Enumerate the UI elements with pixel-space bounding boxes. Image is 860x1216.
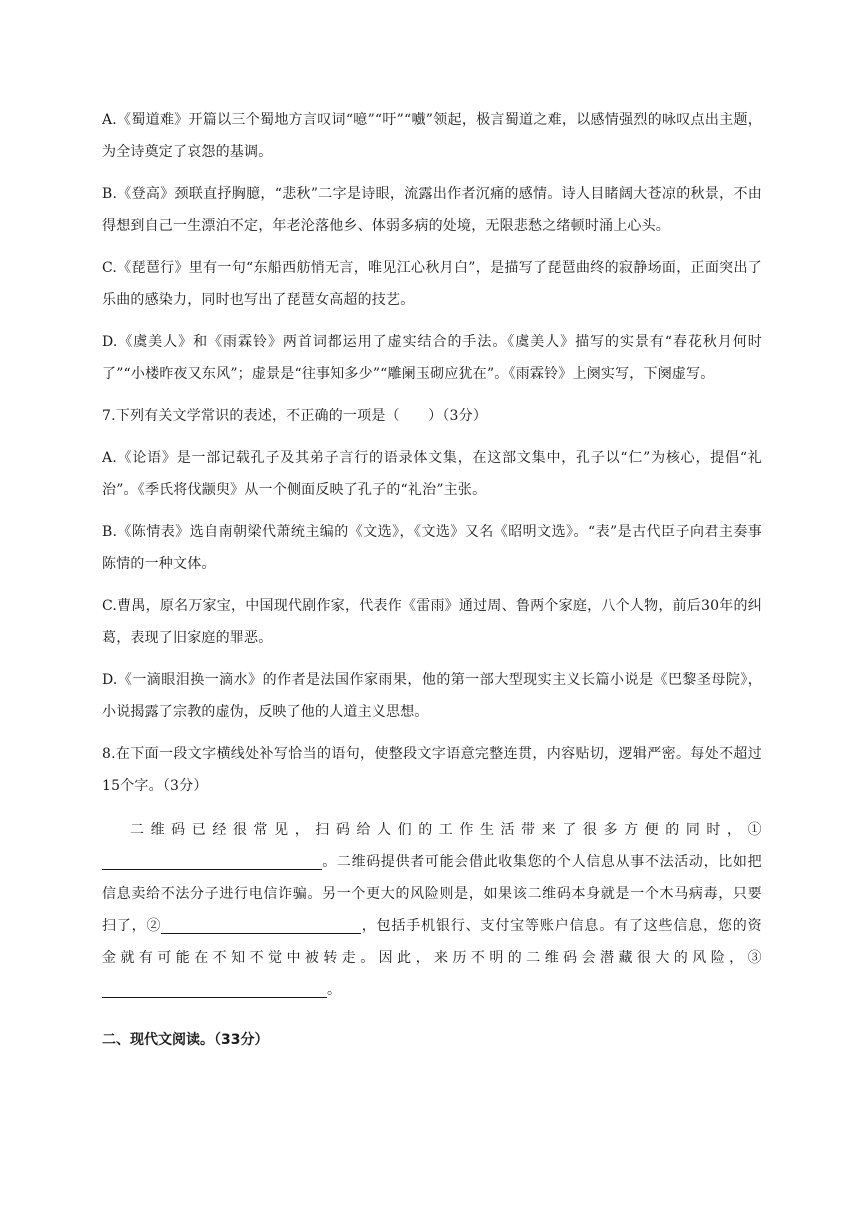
passage-text-2: 。二维码提供者可能会借此收集您的个人信息从事不法活动，比如把信息卖给不法分子进行电信诈骗。另一个更大的风险则是，如果该二维码本身就是一个木马病毒，只要扫了， [102,854,762,934]
q7-option-d: D.《一滴眼泪换一滴水》的作者是法国作家雨果，他的第一部大型现实主义长篇小说是《巴黎圣母院》，小说揭露了宗教的虚伪，反映了他的人道主义思想。 [102,672,762,720]
passage-text-4: 。 [327,982,342,998]
blank-3-marker: ③ [747,950,762,966]
blank-3[interactable] [102,979,327,998]
passage-text-3: ，包括手机银行、支付宝等账户信息。有了这些信息，您的资金就有可能在不知不觉中被转走。因此，来历不明的二维码会潜藏很大的风险， [102,918,762,966]
q8-stem: 8.在下面一段文字横线处补写恰当的语句，使整段文字语意完整连贯，内容贴切，逻辑严密。每处不超过15个字。（3分） [102,746,762,794]
q7-option-c: C.曹禺，原名万家宝，中国现代剧作家，代表作《雷雨》通过周、鲁两个家庭，八个人物，前后30年的纠葛，表现了旧家庭的罪恶。 [102,598,762,646]
q6-option-b: B.《登高》颈联直抒胸臆，“悲秋”二字是诗眼，流露出作者沉痛的感情。诗人目睹阔大苍凉的秋景，不由得想到自己一生漂泊不定，年老沦落他乡、体弱多病的处境，无限悲愁之绪顿时涌上心头。 [102,186,762,234]
q7-stem: 7.下列有关文学常识的表述，不正确的一项是（ ）（3分） [102,408,488,424]
passage-text-1: 二维码已经很常见，扫码给人们的工作生活带来了很多方便的同时， [130,822,748,838]
q7-option-a: A.《论语》是一部记载孔子及其弟子言行的语录体文集，在这部文集中，孔子以“仁”为核心，提倡“礼治”。《季氏将伐颛臾》从一个侧面反映了孔子的“礼治”主张。 [102,450,762,498]
blank-2-marker: ② [146,918,162,934]
q6-option-a: A.《蜀道难》开篇以三个蜀地方言叹词“噫”“吁”“嚱”领起，极言蜀道之难，以感情强烈的咏叹点出主题，为全诗奠定了哀怨的基调。 [102,112,762,160]
q6-option-c: C.《琵琶行》里有一句“东船西舫悄无言，唯见江心秋月白”，是描写了琵琶曲终的寂静场面，正面突出了乐曲的感染力，同时也写出了琵琶女高超的技艺。 [102,260,762,308]
q8-passage [102,814,762,1006]
blank-1[interactable] [102,851,322,870]
blank-2[interactable] [161,915,361,934]
exam-page [102,104,762,1056]
section-heading: 二、现代文阅读。（33分） [102,1032,269,1048]
blank-1-marker: ① [747,822,762,838]
q7-option-b: B.《陈情表》选自南朝梁代萧统主编的《文选》，《文选》又名《昭明文选》。“表”是古代臣子向君主奏事陈情的一种文体。 [102,524,762,572]
q6-option-d: D.《虞美人》和《雨霖铃》两首词都运用了虚实结合的手法。《虞美人》描写的实景有“春花秋月何时了”“小楼昨夜又东风”；虚景是“往事知多少”“雕阑玉砌应犹在”。《雨霖铃》上阕实写，下阕虚写。 [102,334,762,382]
